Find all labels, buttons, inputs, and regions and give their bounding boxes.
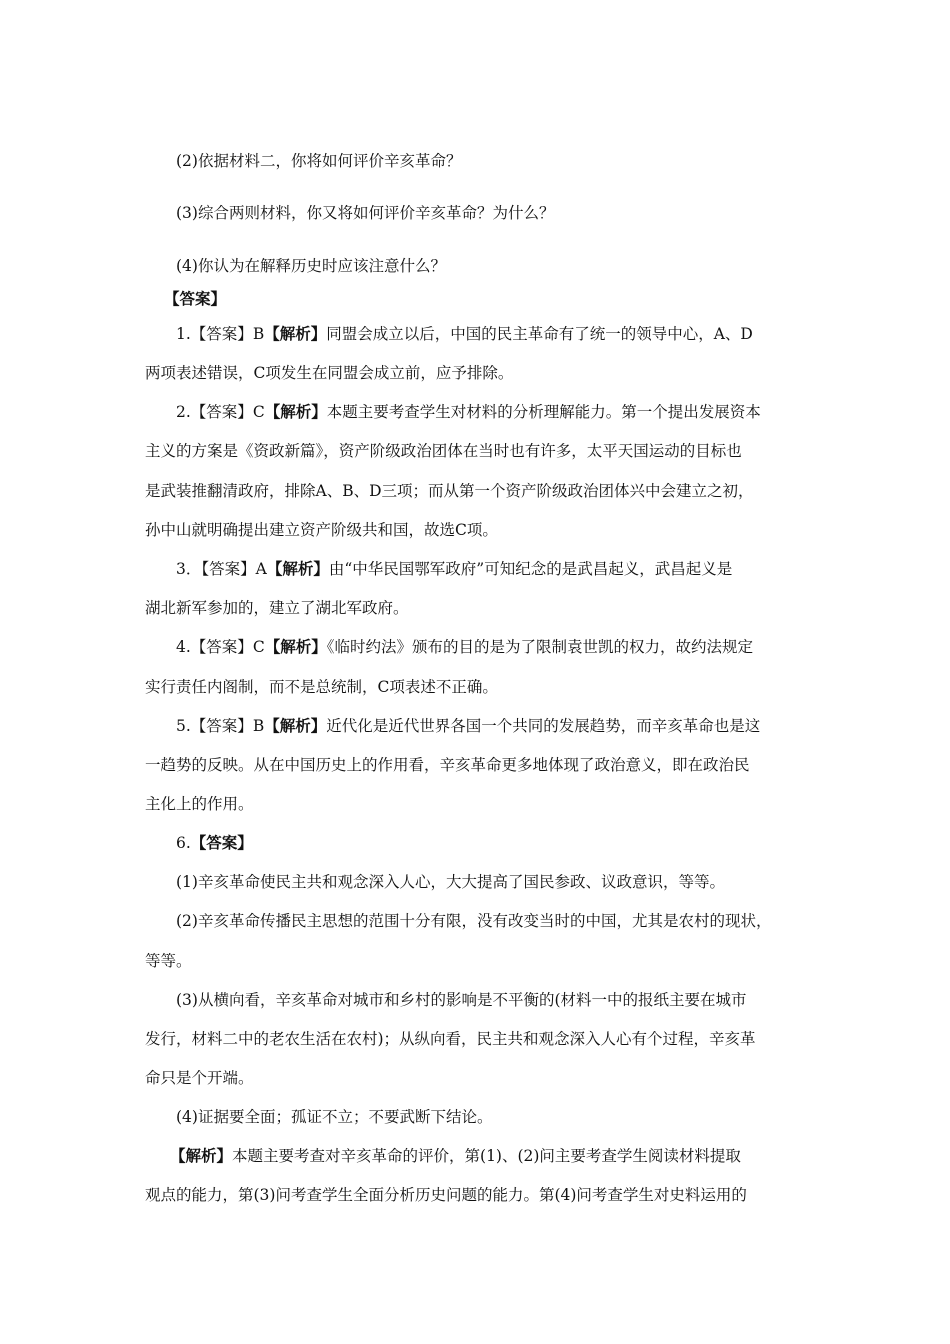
answer-choice: B (252, 717, 265, 735)
answer-6-part-3-line-1: (3)从横向看，辛亥革命对城市和乡村的影响是不平衡的(材料一中的报纸主要在城市 (176, 991, 747, 1009)
answer-number: 4. (176, 638, 191, 656)
explanation-tag: 【解析】 (264, 637, 327, 656)
answer-1-line-1 (176, 324, 753, 344)
answer-1-line-2: 两项表述错误，C项发生在同盟会成立前，应予排除。 (145, 364, 514, 382)
answer-4-line-2: 实行责任内阁制，而不是总统制，C项表述不正确。 (145, 678, 498, 696)
answer-6-part-2-line-1: (2)辛亥革命传播民主思想的范围十分有限，没有改变当时的中国，尤其是农村的现状， (176, 912, 772, 930)
answer-3-line-1 (176, 559, 732, 579)
answer-tag: 【答案】 (201, 560, 256, 578)
answer-6-heading (176, 833, 253, 853)
answer-5-line-1 (176, 716, 760, 736)
answer-choice: B (252, 325, 265, 343)
answer-number: 3． (176, 560, 202, 578)
answer-tag: 【答案】 (190, 638, 253, 656)
answer-2-line-1 (176, 402, 761, 422)
answer-tag: 【答案】 (190, 833, 253, 852)
answer-2-line-4: 孙中山就明确提出建立资产阶级共和国，故选C项。 (145, 521, 498, 539)
answer-5-line-2: 一趋势的反映。从在中国历史上的作用看，辛亥革命更多地体现了政治意义，即在政治民 (145, 756, 750, 774)
answer-6-part-4: (4)证据要全面；孤证不立；不要武断下结论。 (176, 1108, 493, 1126)
answer-tag: 【答案】 (190, 717, 253, 735)
explanation-text: 本题主要考查对辛亥革命的评价，第(1)、(2)问主要考查学生阅读材料提取 (232, 1147, 741, 1165)
answer-4-line-1 (176, 637, 753, 657)
answer-choice: A (255, 560, 267, 578)
answer-2-line-3: 是武装推翻清政府，排除A、B、D三项；而从第一个资产阶级政治团体兴中会建立之初， (145, 482, 754, 500)
answer-choice: C (252, 403, 265, 421)
answer-2-line-2: 主义的方案是《资政新篇》，资产阶级政治团体在当时也有许多，太平天国运动的目标也 (145, 442, 742, 460)
question-4: (4)你认为在解释历史时应该注意什么？ (176, 257, 446, 275)
answer-number: 1. (176, 325, 191, 343)
answer-tag: 【答案】 (190, 325, 253, 343)
answer-text: 本题主要考查学生对材料的分析理解能力。第一个提出发展资本 (326, 403, 761, 421)
answer-3-line-2: 湖北新军参加的，建立了湖北军政府。 (145, 599, 409, 617)
answer-6-part-2-line-2: 等等。 (145, 952, 192, 970)
answer-6-part-1: (1)辛亥革命使民主共和观念深入人心，大大提高了国民参政、议政意识，等等。 (176, 873, 725, 891)
explanation-tag: 【解析】 (264, 716, 327, 735)
answer-number: 5. (176, 717, 191, 735)
answer-text: 由“中华民国鄂军政府”可知纪念的是武昌起义，武昌起义是 (328, 560, 733, 578)
explanation-tag: 【解析】 (266, 559, 329, 578)
explanation-tag: 【解析】 (170, 1146, 233, 1165)
answer-tag: 【答案】 (190, 403, 253, 421)
answer-text: 《临时约法》颁布的目的是为了限制袁世凯的权力，故约法规定 (326, 638, 753, 656)
answers-heading: 【答案】 (164, 289, 227, 308)
answer-6-part-3-line-2: 发行，材料二中的老农生活在农村)；从纵向看，民主共和观念深入人心有个过程，辛亥革 (145, 1030, 756, 1048)
explanation-tag: 【解析】 (264, 324, 327, 343)
answer-text: 同盟会成立以后，中国的民主革命有了统一的领导中心，A、D (326, 325, 753, 343)
answer-choice: C (252, 638, 265, 656)
answer-5-line-3: 主化上的作用。 (145, 795, 254, 813)
answer-text: 近代化是近代世界各国一个共同的发展趋势，而辛亥革命也是这 (326, 717, 761, 735)
answer-6-explanation-line-2: 观点的能力，第(3)问考查学生全面分析历史问题的能力。第(4)问考查学生对史料运用的 (145, 1186, 747, 1204)
answer-6-part-3-line-3: 命只是个开端。 (145, 1069, 254, 1087)
answer-number: 2. (176, 403, 191, 421)
question-2: (2)依据材料二，你将如何评价辛亥革命？ (176, 152, 462, 170)
question-3: (3)综合两则材料，你又将如何评价辛亥革命？为什么？ (176, 204, 555, 222)
explanation-tag: 【解析】 (264, 402, 327, 421)
answer-number: 6. (176, 834, 191, 852)
answer-6-explanation-line-1 (170, 1146, 741, 1166)
